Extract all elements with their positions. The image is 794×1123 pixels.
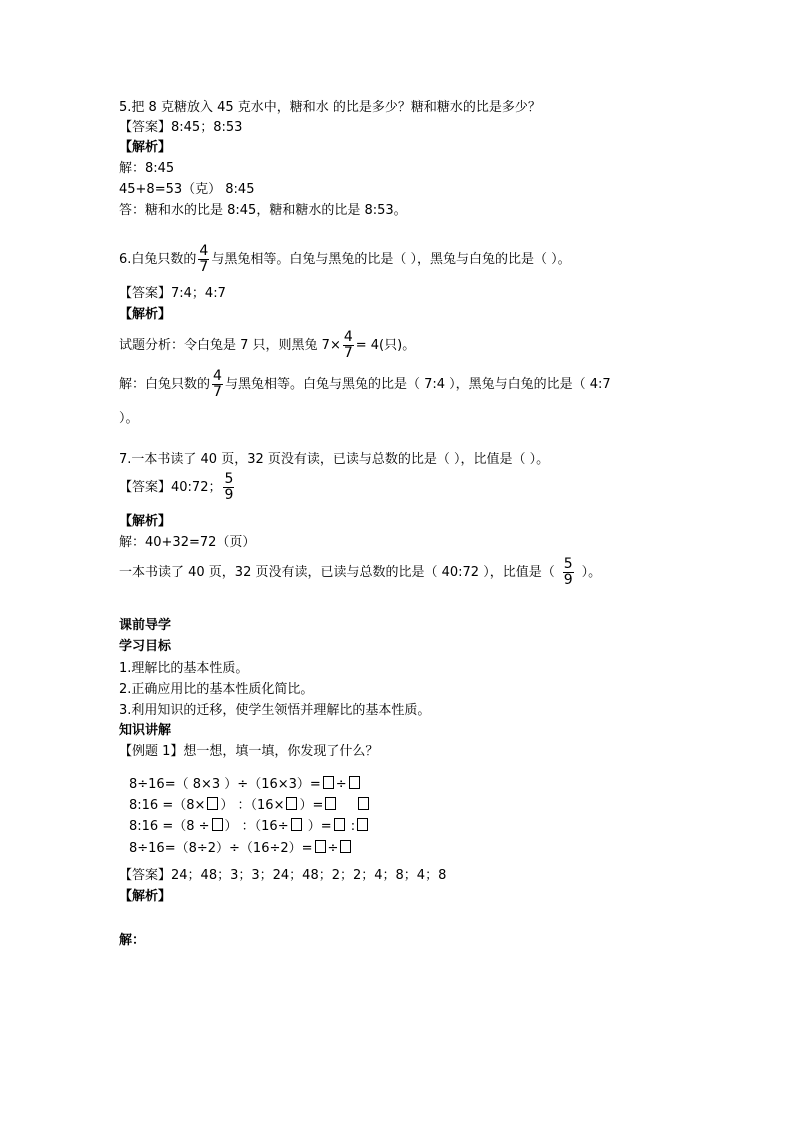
goal-item-2: 2.正确应用比的基本性质化简比。	[119, 682, 314, 697]
goals-title: 学习目标	[119, 639, 172, 654]
q6-question-pre: 6.白兔只数的	[119, 252, 197, 267]
blank-box[interactable]	[349, 776, 360, 789]
equation-3-text-c: ）=	[303, 819, 332, 834]
q7-answer-pre: 【答案】40:72；	[119, 480, 222, 495]
q6-analysis-post: = 4(只)。	[355, 338, 416, 353]
example-label: 【例题 1】	[119, 744, 184, 759]
blank-box[interactable]	[357, 818, 368, 831]
q6-question	[119, 244, 571, 275]
q6-analysis-pre: 试题分析：令白兔是 7 只，则黑兔 7×	[119, 338, 341, 353]
q7-answer-fraction	[223, 472, 234, 503]
q7-conclusion-fraction	[563, 557, 574, 588]
q6-solution-fraction-den: 7	[213, 384, 222, 400]
equation-2	[129, 797, 371, 814]
q7-conclusion-post: ）。	[581, 565, 602, 580]
q5-analysis-label: 【解析】	[119, 140, 172, 155]
q5-solution-2: 45+8=53（克） 8:45	[119, 182, 255, 197]
q7-conclusion-fraction-num: 5	[563, 556, 573, 572]
q6-fraction-num: 4	[199, 243, 209, 259]
goal-item-3: 3.利用知识的迁移，使学生领悟并理解比的基本性质。	[119, 703, 431, 718]
equation-3-text-b: ） ：（16÷	[224, 819, 289, 834]
q6-fraction	[198, 244, 209, 275]
q7-conclusion-pre: 一本书读了 40 页，32 页没有读，已读与总数的比是（ 40:72 ），比值是（	[119, 565, 555, 580]
q6-solution-fraction	[212, 369, 223, 400]
q7-conclusion-fraction-den: 9	[563, 572, 573, 588]
equation-4	[129, 840, 353, 857]
q7-analysis-label: 【解析】	[119, 514, 172, 529]
preview-answer: 【答案】24；48；3；3；24；48；2；2；4；8；4；8	[119, 868, 447, 883]
q7-answer-fraction-num: 5	[224, 471, 234, 487]
knowledge-title: 知识讲解	[119, 723, 172, 738]
q5-question: 5.把 8 克糖放入 45 克水中，糖和水 的比是多少？糖和糖水的比是多少？	[119, 100, 541, 115]
blank-box[interactable]	[323, 776, 334, 789]
q7-solution: 解：40+32=72（页）	[119, 535, 256, 550]
q7-answer-fraction-den: 9	[224, 487, 234, 503]
q5-conclusion: 答：糖和水的比是 8:45，糖和糖水的比是 8:53。	[119, 203, 407, 218]
blank-box[interactable]	[340, 840, 351, 853]
equation-3	[129, 818, 370, 835]
q6-solution-post: 与黑兔相等。白兔与黑兔的比是（ 7:4 ），黑兔与白兔的比是（ 4:7	[224, 377, 611, 392]
q6-analysis-label: 【解析】	[119, 307, 172, 322]
goal-item-1: 1.理解比的基本性质。	[119, 661, 249, 676]
equation-1-op: ÷	[335, 777, 347, 792]
q6-analysis	[119, 330, 415, 361]
q6-question-post: 与黑兔相等。白兔与黑兔的比是（ ），黑兔与白兔的比是（ ）。	[211, 252, 571, 267]
q6-solution-pre: 解：白兔只数的	[119, 377, 211, 392]
q6-analysis-fraction	[343, 330, 354, 361]
equation-2-text-c: ）=	[299, 798, 324, 813]
equation-3-text-d: :	[346, 819, 356, 834]
equation-4-text: 8÷16=（8÷2）÷（16÷2）=	[129, 841, 313, 856]
blank-box[interactable]	[212, 818, 223, 831]
blank-box[interactable]	[358, 797, 369, 810]
q6-solution-fraction-num: 4	[213, 368, 222, 384]
equation-4-op: ÷	[327, 841, 339, 856]
equation-1-text: 8÷16=（ 8×3 ）÷（16×3）=	[129, 777, 321, 792]
equation-3-text-a: 8:16 =（8 ÷	[129, 819, 210, 834]
q6-analysis-fraction-den: 7	[343, 345, 353, 361]
q6-solution-end: ）。	[119, 411, 139, 426]
q7-conclusion	[119, 557, 601, 588]
blank-box[interactable]	[286, 797, 297, 810]
preview-analysis-label: 【解析】	[119, 889, 172, 904]
blank-box[interactable]	[325, 797, 336, 810]
equation-2-text-a: 8:16 =（8×	[129, 798, 206, 813]
blank-box[interactable]	[334, 818, 345, 831]
q5-answer: 【答案】8:45；8:53	[119, 120, 243, 135]
equation-2-text-b: ） ：（16×	[220, 798, 285, 813]
q7-question: 7.一本书读了 40 页，32 页没有读，已读与总数的比是（ ），比值是（ ）。	[119, 452, 550, 467]
example-1	[119, 744, 378, 760]
q5-solution-1: 解：8:45	[119, 161, 175, 176]
q6-fraction-den: 7	[199, 259, 209, 275]
q6-answer: 【答案】7:4；4:7	[119, 286, 226, 301]
q6-analysis-fraction-num: 4	[343, 329, 353, 345]
q7-answer	[119, 472, 236, 503]
example-text: 想一想，填一填，你发现了什么？	[183, 744, 379, 759]
blank-box[interactable]	[315, 840, 326, 853]
equation-1	[129, 776, 362, 793]
blank-box[interactable]	[291, 818, 302, 831]
blank-box[interactable]	[207, 797, 218, 810]
q6-solution	[119, 369, 611, 400]
preview-title: 课前导学	[119, 618, 172, 633]
preview-solution: 解：	[119, 933, 146, 948]
